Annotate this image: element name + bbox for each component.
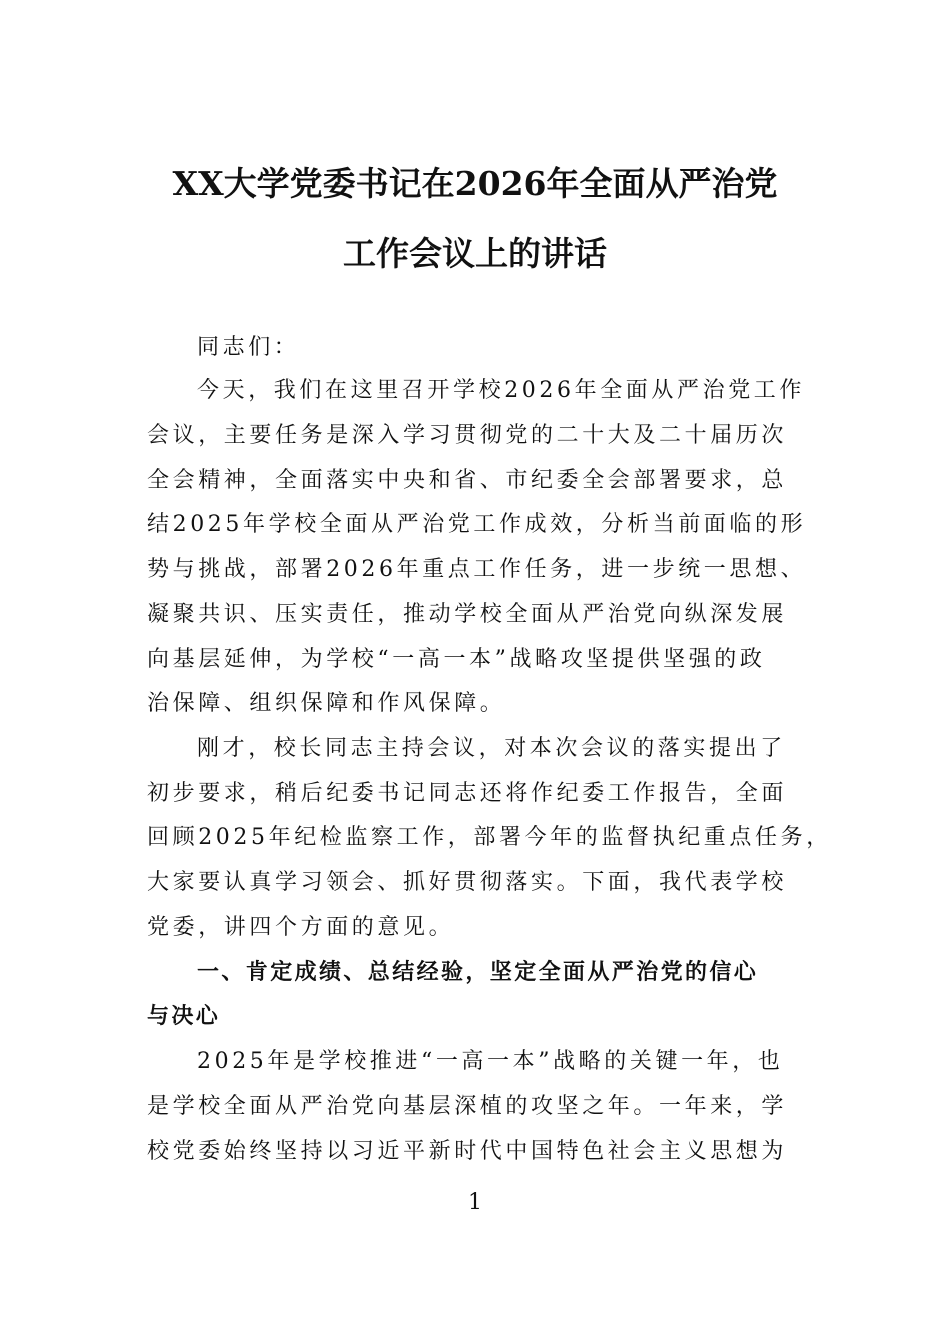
paragraph-line: 全会精神，全面落实中央和省、市纪委全会部署要求，总 <box>147 468 788 493</box>
paragraph-line: 大家要认真学习领会、抓好贯彻落实。下面，我代表学校 <box>147 870 788 895</box>
paragraph-line: 今天，我们在这里召开学校2026年全面从严治党工作 <box>197 378 805 403</box>
salutation: 同志们： <box>197 335 300 360</box>
paragraph-line: 治保障、组织保障和作风保障。 <box>147 691 506 716</box>
paragraph-line: 回顾2025年纪检监察工作，部署今年的监督执纪重点任务， <box>147 825 832 850</box>
paragraph-line: 是学校全面从严治党向基层深植的攻坚之年。一年来，学 <box>147 1094 788 1119</box>
paragraph-line: 刚才，校长同志主持会议，对本次会议的落实提出了 <box>197 736 786 761</box>
paragraph-line: 凝聚共识、压实责任，推动学校全面从严治党向纵深发展 <box>147 602 788 627</box>
paragraph-line: 结2025年学校全面从严治党工作成效，分析当前面临的形 <box>147 512 807 537</box>
page-number: 1 <box>468 1190 482 1215</box>
paragraph-line: 向基层延伸，为学校“一高一本”战略攻坚提供坚强的政 <box>147 647 766 672</box>
document-title-line-1: XX大学党委书记在2026年全面从严治党 <box>172 164 778 203</box>
paragraph-line: 初步要求，稍后纪委书记同志还将作纪委工作报告，全面 <box>147 781 788 806</box>
paragraph-line: 势与挑战，部署2026年重点工作任务，进一步统一思想、 <box>147 557 807 582</box>
paragraph-line: 党委，讲四个方面的意见。 <box>147 915 455 940</box>
document-title-line-2: 工作会议上的讲话 <box>343 234 607 273</box>
paragraph-line: 校党委始终坚持以习近平新时代中国特色社会主义思想为 <box>147 1139 788 1164</box>
section-heading-line: 与决心 <box>147 1004 221 1029</box>
paragraph-line: 2025年是学校推进“一高一本”战略的关键一年，也 <box>197 1049 784 1074</box>
section-heading-line: 一、肯定成绩、总结经验，坚定全面从严治党的信心 <box>197 960 759 985</box>
paragraph-line: 会议，主要任务是深入学习贯彻党的二十大及二十届历次 <box>147 423 788 448</box>
